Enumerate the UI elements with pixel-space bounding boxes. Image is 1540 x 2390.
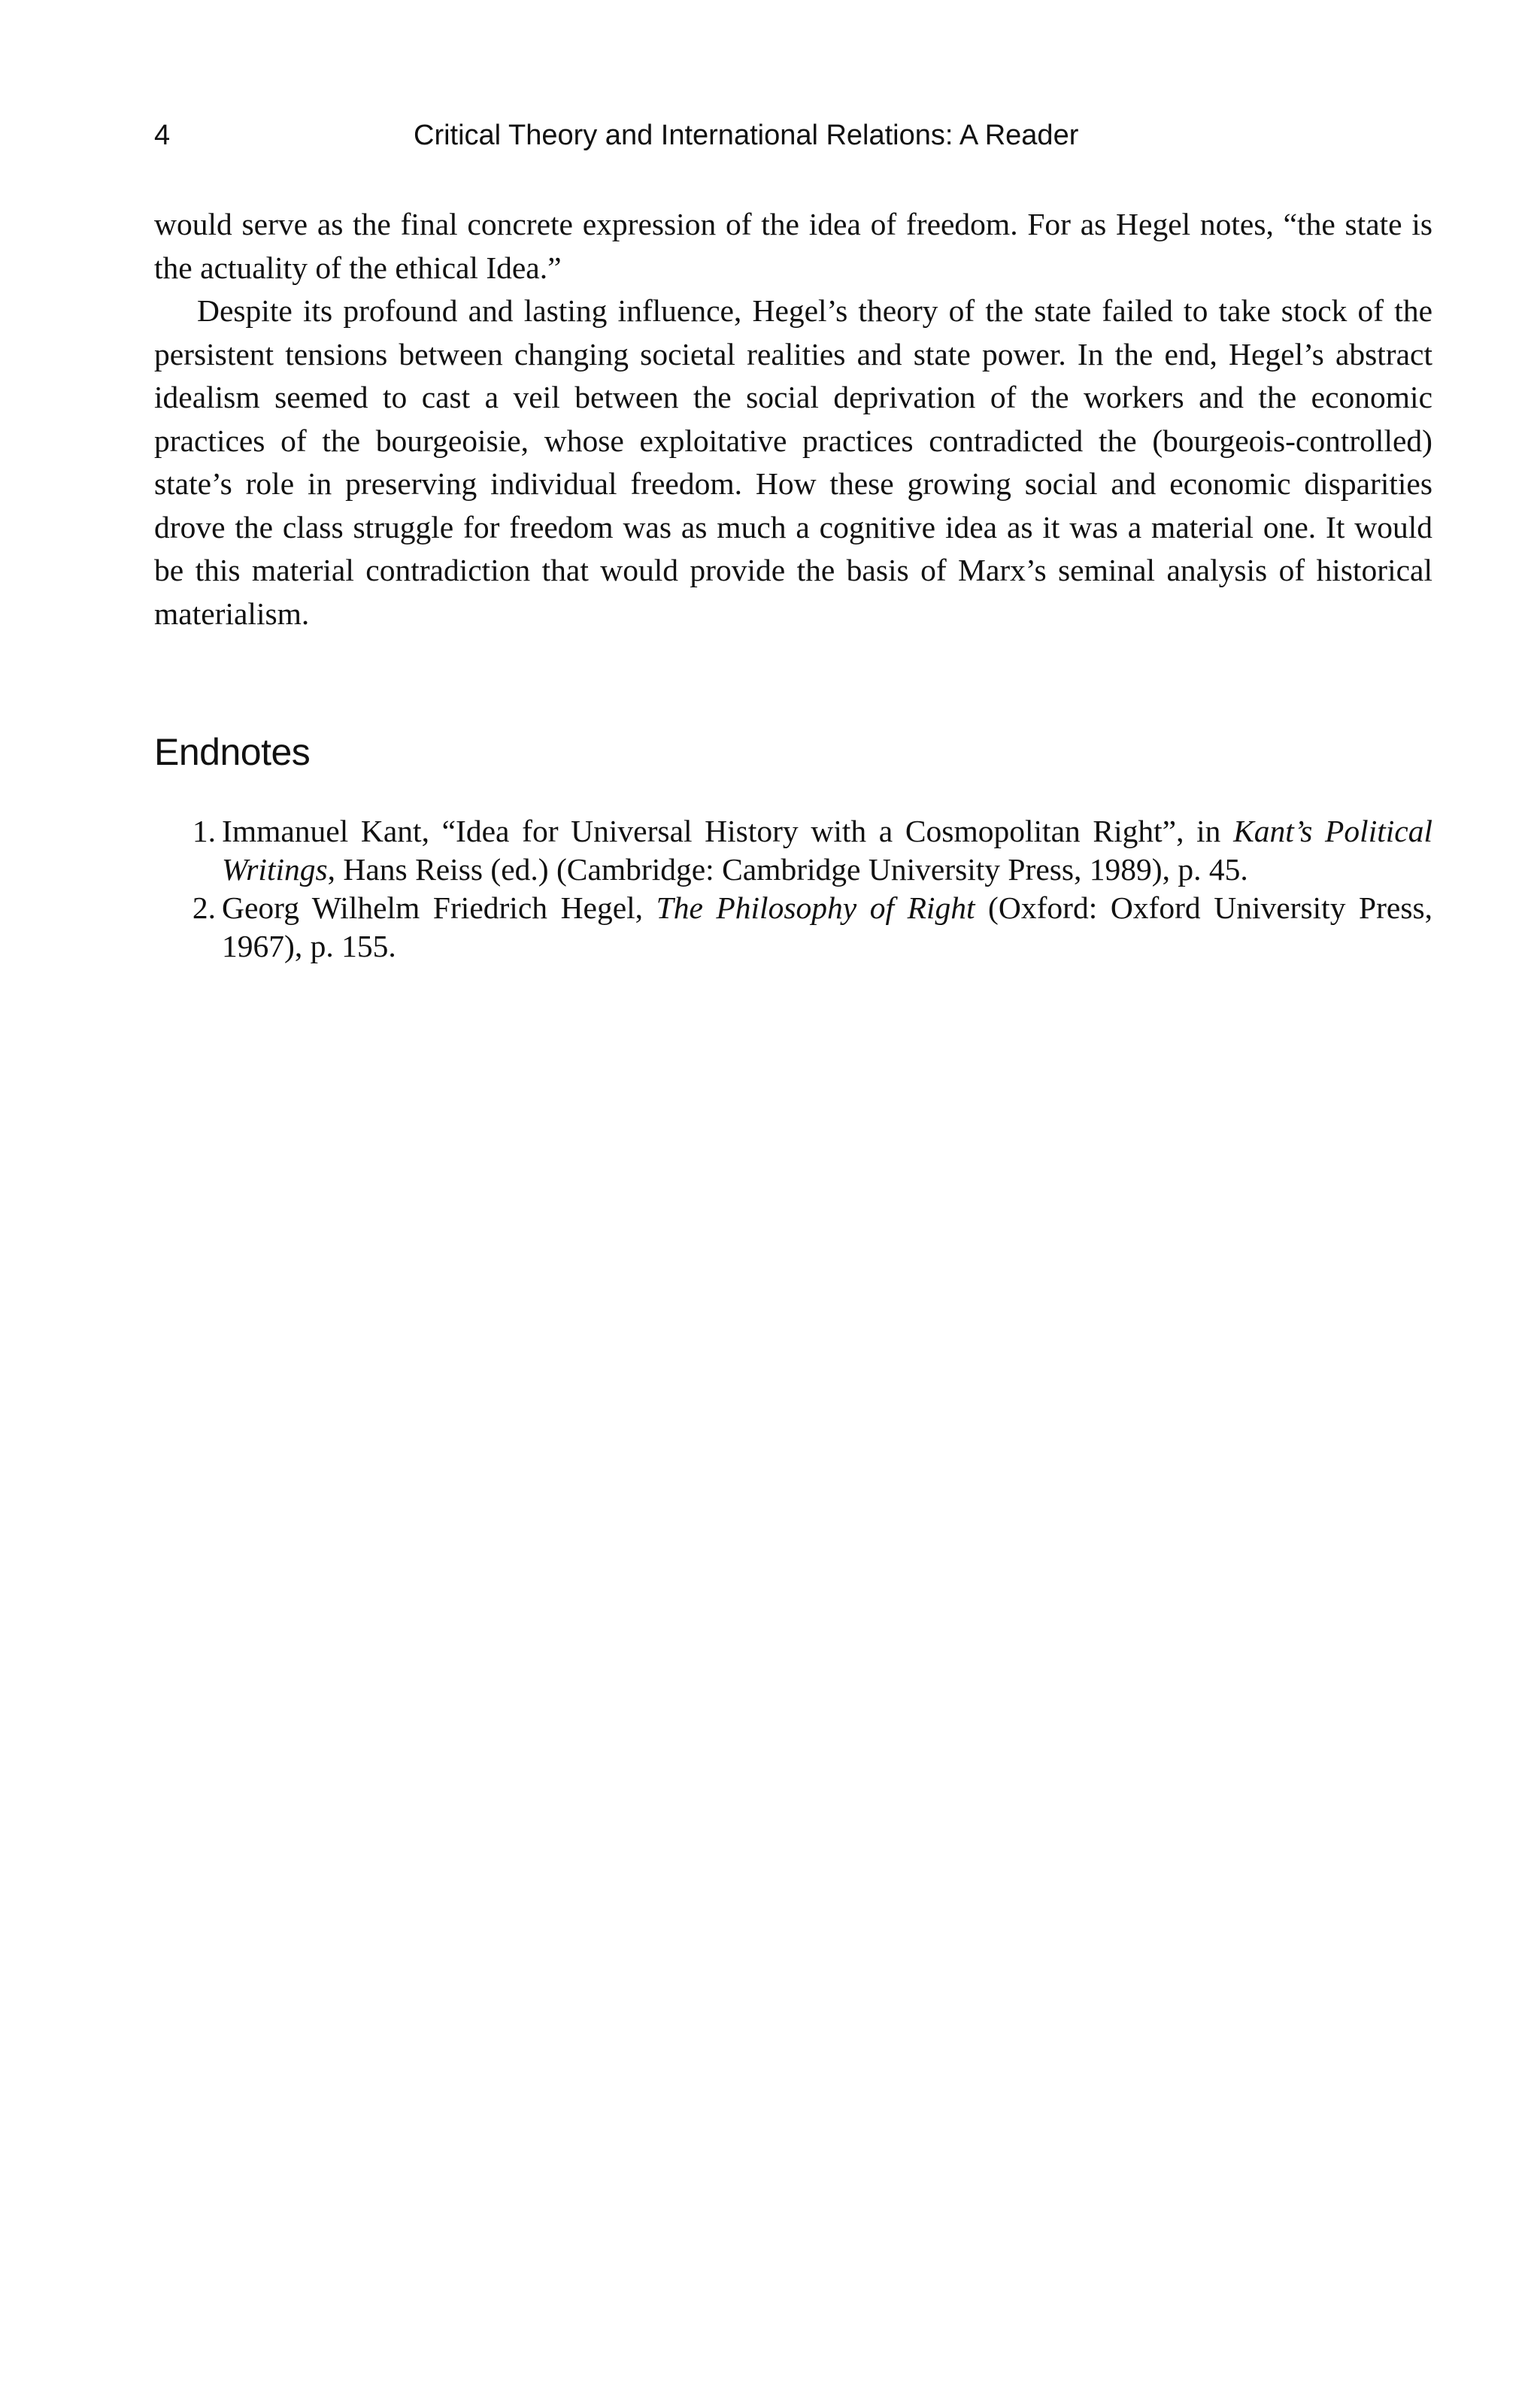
endnote: [154, 812, 1432, 889]
paragraph: would serve as the final concrete expression of the idea of freedom. For as Hegel notes, “the state is the actuality of the ethical Idea.”: [154, 207, 1432, 285]
endnote: [154, 889, 1432, 966]
endnote-title: The Philosophy of Right: [656, 890, 975, 925]
book-page: [154, 113, 1432, 966]
page-number: 4: [154, 120, 171, 151]
body-text: [154, 203, 1432, 635]
endnote-text: [222, 890, 1432, 963]
endnote-number: 1.: [192, 814, 216, 848]
endnotes-heading: Endnotes: [154, 731, 311, 773]
endnote-text-after: , Hans Reiss (ed.) (Cambridge: Cambridge University Press, 1989), p. 45.: [327, 852, 1248, 887]
running-title: Critical Theory and International Relations: A Reader: [414, 120, 1079, 151]
endnote-text-before: Immanuel Kant, “Idea for Universal History with a Cosmopolitan Right”, in: [222, 814, 1234, 848]
endnote-text-before: Georg Wilhelm Friedrich Hegel,: [222, 890, 656, 925]
endnote-title: Kant’s Political Writings: [222, 814, 1432, 887]
endnote-text: [222, 814, 1432, 887]
endnote-number: 2.: [192, 890, 216, 925]
running-head: [154, 113, 1432, 158]
paragraph: Despite its profound and lasting influence, Hegel’s theory of the state failed to take stock of the persistent tensions between changing societal realities and state power. In the end, Hegel’s abstract idealism seemed to cast a veil between the social deprivation of the workers and the economic practices of the bourgeoisie, whose exploitative practices contradicted the (bourgeois-controlled) state’s role in preserving individual freedom. How these growing social and economic disparities drove the class struggle for freedom was as much a cognitive idea as it was a material one. It would be this material contradiction that would provide the basis of Marx’s seminal analysis of historical materialism.: [154, 293, 1432, 631]
endnotes-list: [154, 812, 1432, 966]
endnote-text-after: (Oxford: Oxford University Press, 1967), p. 155.: [222, 890, 1433, 963]
